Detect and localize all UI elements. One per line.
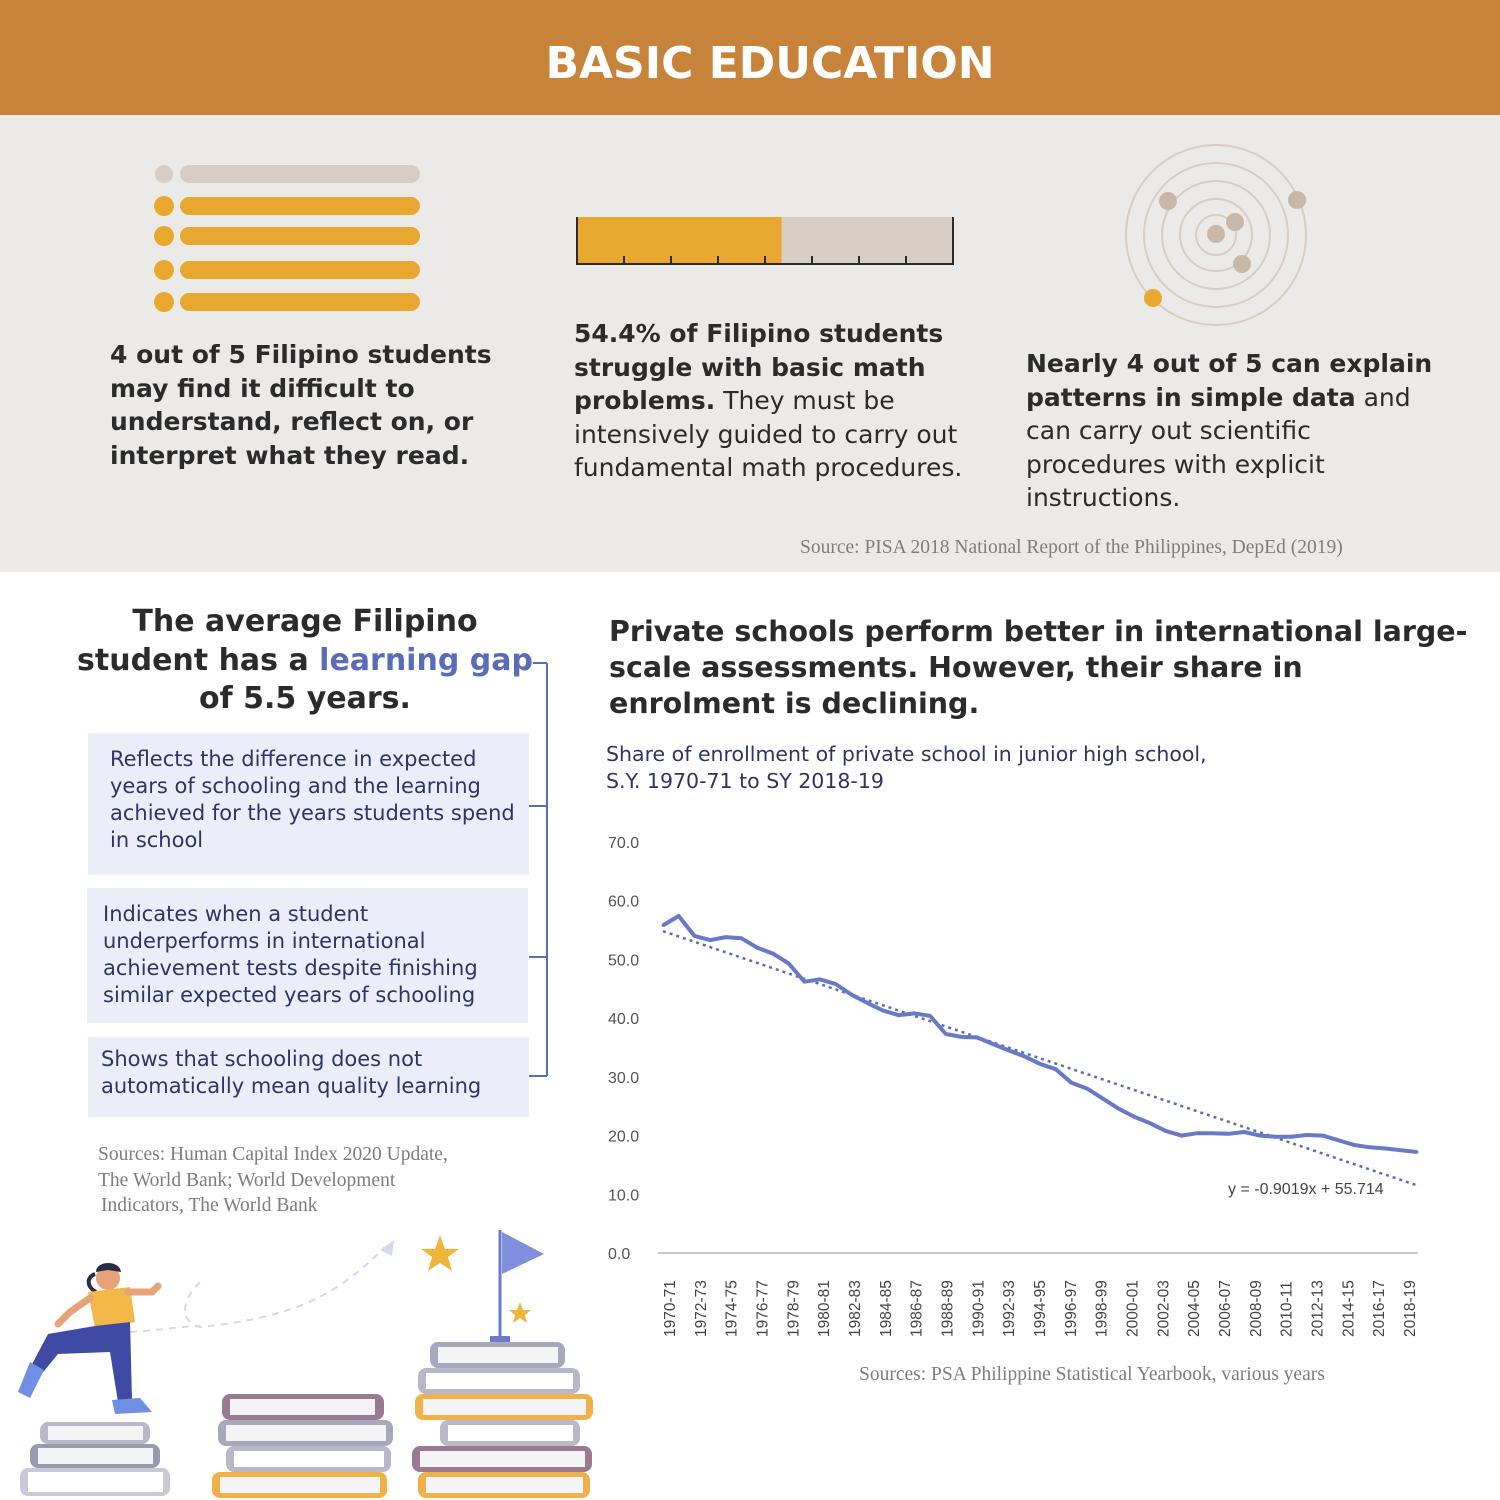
y-tick-label: 50.0 [608,952,640,970]
chart-section-title: Private schools perform better in international large-scale assessments. However, their share in enrolment is declining. [609,615,1468,720]
x-tick-label: 1984-85 [877,1280,895,1337]
learning-gap-box-2: Indicates when a student underperforms in international achievement tests despite finishing similar expected years of schooling [87,888,528,1023]
y-tick-label: 10.0 [608,1187,640,1205]
data-point [1101,1097,1104,1100]
data-point [1149,1122,1152,1125]
x-tick-label: 1976-77 [754,1280,772,1337]
math-progress-fill [577,217,782,263]
series-line-private-share [663,916,1417,1152]
data-point [1070,1081,1073,1084]
data-point [960,1035,963,1038]
data-point [1117,1107,1120,1110]
data-point [1007,1049,1010,1052]
trendline [663,931,1417,1185]
x-tick-label: 2018-19 [1402,1280,1419,1337]
enrollment-line-chart [590,820,1450,1360]
data-point [772,952,775,955]
data-point [677,915,680,918]
x-tick-label: 2006-07 [1217,1280,1234,1337]
data-point [834,983,837,986]
data-point [819,978,822,981]
x-tick-label: 2012-13 [1309,1280,1327,1337]
x-tick-label: 2014-15 [1340,1280,1358,1337]
student-books-illustration [0,1222,600,1500]
x-tick-label: 1970-71 [662,1280,679,1337]
math-stat: 54.4% of Filipino students struggle with basic math problems. They must be intensively guided to carry out fundamental math procedures. [574,319,963,482]
learning-gap-source: Sources: Human Capital Index 2020 Update, The World Bank; World Development Indicators, The World Bank [98,1144,448,1216]
data-point [1416,1151,1419,1154]
y-tick-label: 70.0 [608,835,640,852]
data-point [1039,1062,1042,1065]
flag-icon [502,1232,544,1274]
x-tick-label: 1996-97 [1062,1280,1080,1337]
data-point [1243,1131,1246,1134]
data-point [1211,1132,1214,1135]
data-point [913,1012,916,1015]
x-tick-label: 1990-91 [970,1280,988,1337]
data-point [1164,1129,1167,1132]
reading-list-icon [150,160,430,320]
data-point [693,934,696,937]
x-tick-label: 2008-09 [1247,1280,1265,1337]
data-point [1321,1134,1324,1137]
data-point [897,1014,900,1017]
science-stat: Nearly 4 out of 5 can explain patterns in simple data and can carry out scientific procedures with explicit instructions. [1026,349,1433,512]
data-point [1180,1134,1183,1137]
reading-stat: 4 out of 5 Filipino students may find it difficult to understand, reflect on, or interpret what they read. [110,340,492,470]
data-point [850,993,853,996]
book-stack-left [20,1422,170,1496]
data-point [1023,1055,1026,1058]
y-tick-label: 20.0 [608,1128,640,1146]
data-point [929,1014,932,1017]
x-tick-label: 1980-81 [816,1280,834,1337]
book-stack-right [412,1342,593,1498]
y-tick-label: 60.0 [608,893,640,911]
page-title: BASIC EDUCATION [545,38,995,89]
data-point [803,980,806,983]
data-point [756,946,759,949]
x-tick-label: 2016-17 [1371,1280,1389,1337]
data-point [1353,1144,1356,1147]
data-point [1368,1146,1371,1149]
pisa-source: Source: PISA 2018 National Report of the Philippines, DepEd (2019) [800,537,1343,558]
x-tick-label: 1992-93 [1001,1280,1019,1337]
x-tick-label: 1972-73 [692,1280,710,1337]
x-tick-label: 2002-03 [1155,1280,1173,1337]
data-point [1196,1132,1199,1135]
star-icon [509,1302,531,1323]
data-point [740,937,743,940]
x-tick-label: 1988-89 [939,1280,957,1337]
data-point [1274,1135,1277,1138]
learning-gap-box-1: Reflects the difference in expected years of schooling and the learning achieved for the years students spend in school [88,733,529,875]
runner [18,1263,158,1414]
data-point [1258,1134,1261,1137]
data-point [1227,1132,1230,1135]
star-icon [421,1235,459,1271]
y-tick-label: 40.0 [608,1011,640,1029]
x-tick-label: 2004-05 [1186,1280,1204,1337]
x-tick-label: 1974-75 [723,1280,741,1337]
data-point [787,962,790,965]
data-point [1133,1115,1136,1118]
header-bar [0,0,1500,115]
data-point [866,1001,869,1004]
data-point [1290,1135,1293,1138]
data-point [662,924,665,927]
chart-subtitle: Share of enrollment of private school in junior high school, S.Y. 1970-71 to SY 2018-19 [606,742,1207,793]
data-point [1306,1134,1309,1137]
data-point [944,1033,947,1036]
learning-gap-bracket [525,655,555,1085]
y-tick-label: 30.0 [608,1069,640,1087]
x-tick-label: 1978-79 [785,1280,803,1337]
data-point [1086,1087,1089,1090]
x-tick-label: 2000-01 [1124,1280,1142,1337]
chart-source: Sources: PSA Philippine Statistical Yearbook, various years [859,1364,1325,1385]
x-tick-label: 2010-11 [1278,1281,1296,1337]
data-point [724,936,727,939]
book-stack-middle [212,1394,393,1498]
data-point [709,939,712,942]
data-point [1054,1068,1057,1071]
data-point [976,1036,979,1039]
data-point [1400,1149,1403,1152]
data-point [991,1043,994,1046]
x-tick-label: 1982-83 [847,1280,864,1337]
y-tick-label: 0.0 [608,1246,631,1263]
math-progress-icon [570,210,960,270]
x-tick-label: 1986-87 [908,1280,926,1337]
x-tick-label: 1998-99 [1093,1280,1111,1337]
data-point [1337,1139,1340,1142]
data-point [1384,1147,1387,1150]
data-point [881,1009,884,1012]
x-tick-label: 1994-95 [1032,1280,1049,1337]
learning-gap-title: The average Filipino student has a learning gap of 5.5 years. [77,604,533,716]
learning-gap-box-3: Shows that schooling does not automatically mean quality learning [88,1037,529,1117]
trendline-equation: y = -0.9019x + 55.714 [1228,1181,1384,1198]
science-orbit-icon [1120,140,1320,340]
